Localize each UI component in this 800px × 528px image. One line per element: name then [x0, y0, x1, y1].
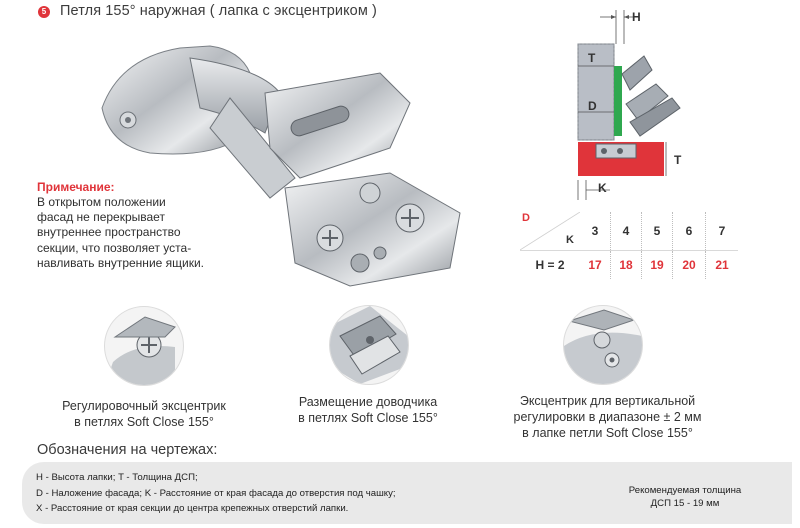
caption-line: в петлях Soft Close 155°: [74, 415, 214, 429]
note-line: навливать внутренние ящики.: [37, 255, 205, 270]
caption-line: Эксцентрик для вертикальной: [519, 394, 696, 408]
k-value: 5: [642, 212, 673, 251]
row-label: H = 2: [535, 258, 565, 272]
caption-line: регулировки в диапазоне ± 2 мм: [513, 410, 702, 424]
d-value: 20: [673, 251, 706, 280]
k-value: 4: [611, 212, 642, 251]
table-corner: [520, 212, 580, 251]
k-value: 7: [706, 212, 739, 251]
note-line: внутреннее пространство: [37, 225, 181, 240]
page-title: Петля 155° наружная ( лапка с эксцентриком ): [60, 3, 377, 19]
eccentric-screw-photo: [104, 306, 184, 386]
label-K: K: [598, 181, 607, 195]
caption-line: в петлях Soft Close 155°: [298, 411, 438, 425]
caption-line: в лапке петли Soft Close 155°: [522, 426, 693, 440]
d-value: 17: [588, 258, 602, 272]
corner-k: K: [566, 234, 574, 246]
rec-line: Рекомендуемая толщина: [628, 485, 742, 496]
vertical-eccentric-photo: [563, 305, 643, 385]
feature-caption-vertical: [500, 393, 715, 441]
corner-d: D: [522, 212, 530, 224]
mounting-plate-green: [614, 66, 622, 136]
carcass-panel: [578, 44, 614, 140]
caption-line: Регулировочный эксцентрик: [62, 399, 226, 413]
damper-photo: [329, 305, 409, 385]
caption-line: Размещение доводчика: [298, 395, 438, 409]
technical-drawing: [560, 4, 690, 204]
rec-line: ДСП 15 - 19 мм: [650, 498, 720, 509]
note-line: В открытом положении: [37, 195, 166, 209]
note-line: фасад не перекрывает: [37, 210, 165, 225]
dk-table: [520, 212, 738, 279]
feature-caption-damper: [268, 394, 468, 426]
legend-lines: [36, 470, 396, 517]
legend-line: H - Высота лапки; T - Толщина ДСП;: [36, 472, 198, 483]
label-D: D: [588, 99, 597, 113]
label-T-top: T: [588, 51, 596, 65]
note-text: [37, 195, 267, 271]
legend-title: Обозначения на чертежах:: [37, 442, 218, 458]
d-value: 21: [706, 251, 739, 280]
label-H: H: [632, 10, 641, 24]
k-value: 6: [673, 212, 706, 251]
k-value: 3: [580, 212, 611, 251]
section-number-badge: 5: [38, 6, 50, 18]
label-T-right: T: [674, 153, 682, 167]
legend-line: X - Расстояние от края секции до центра крепежных отверстий лапки.: [36, 503, 349, 514]
note-title: Примечание:: [37, 180, 115, 194]
d-value: 18: [611, 251, 642, 280]
legend-line: D - Наложение фасада; K - Расстояние от края фасада до отверстия под чашку;: [36, 487, 396, 499]
feature-caption-eccentric: [44, 398, 244, 430]
recommended-thickness: [590, 484, 780, 510]
note-line: секции, что позволяет уста-: [37, 240, 192, 255]
d-value: 19: [642, 251, 673, 280]
